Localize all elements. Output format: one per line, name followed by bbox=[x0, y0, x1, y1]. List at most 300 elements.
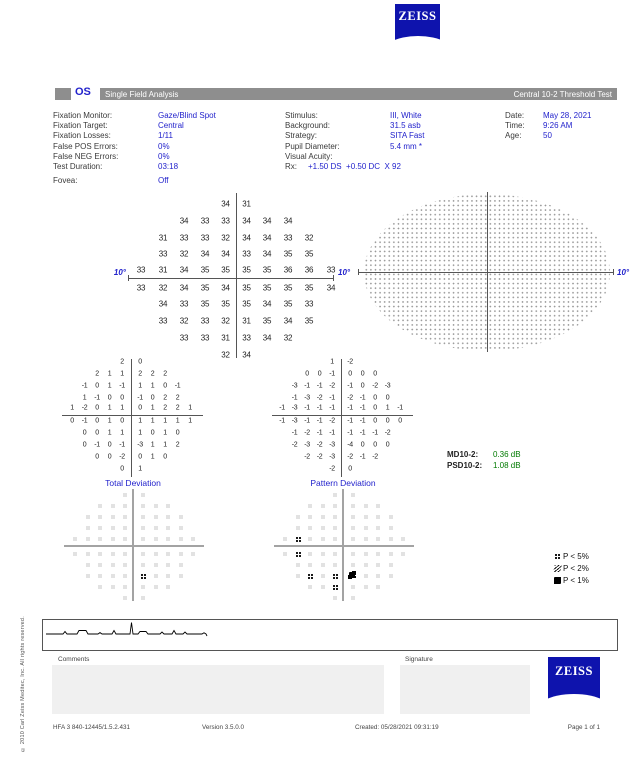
pattern-prob-point bbox=[296, 552, 298, 554]
zeiss-logo-arc bbox=[548, 694, 600, 706]
pattern-prob-point bbox=[321, 538, 322, 539]
pattern-prob-point bbox=[364, 553, 365, 554]
pattern-prob-point bbox=[321, 575, 322, 576]
param-mid-row bbox=[285, 121, 425, 131]
pattern-prob-point bbox=[333, 574, 335, 576]
total-prob-point bbox=[124, 564, 125, 565]
pattern-deviation-title: Pattern Deviation bbox=[310, 478, 376, 488]
pattern-prob-horizontal-axis bbox=[274, 545, 414, 547]
threshold-value: 35 bbox=[262, 283, 272, 293]
threshold-value: 34 bbox=[262, 233, 272, 243]
total-prob-point bbox=[154, 553, 155, 554]
total-dev-value: 1 bbox=[150, 404, 155, 412]
threshold-value: 35 bbox=[262, 316, 272, 326]
pattern-dev-value: -1 bbox=[347, 404, 353, 412]
total-dev-value: 1 bbox=[107, 429, 112, 437]
pattern-dev-value: -3 bbox=[329, 441, 335, 449]
total-dev-value: 1 bbox=[107, 417, 112, 425]
threshold-value: 32 bbox=[158, 283, 168, 293]
param-value: 31.5 asb bbox=[390, 121, 421, 131]
comments-box[interactable] bbox=[52, 665, 384, 714]
pattern-dev-value: -2 bbox=[304, 429, 310, 437]
total-dev-value: 0 bbox=[95, 404, 99, 412]
total-prob-point bbox=[111, 553, 112, 554]
total-prob-point bbox=[167, 564, 168, 565]
pattern-dev-value: -1 bbox=[316, 429, 323, 437]
param-mid-row bbox=[285, 111, 425, 121]
param-left-row bbox=[53, 152, 216, 162]
pattern-prob-point bbox=[364, 538, 365, 539]
pattern-prob-point bbox=[389, 516, 390, 517]
threshold-value: 35 bbox=[242, 299, 251, 309]
total-prob-point bbox=[179, 527, 180, 528]
total-prob-point bbox=[154, 538, 155, 539]
total-prob-point bbox=[111, 586, 112, 587]
pattern-prob-point bbox=[296, 575, 297, 576]
total-dev-value: 0 bbox=[120, 394, 124, 402]
gaze-tracker-strip bbox=[42, 619, 618, 651]
pattern-prob-point bbox=[352, 494, 353, 495]
pattern-dev-value: -2 bbox=[347, 358, 353, 366]
total-prob-point bbox=[99, 505, 100, 506]
pattern-dev-value: -3 bbox=[329, 453, 335, 461]
total-dev-value: 2 bbox=[120, 358, 124, 366]
total-dev-value: -1 bbox=[119, 382, 125, 390]
pattern-dev-value: -4 bbox=[347, 441, 353, 449]
pattern-prob-point bbox=[309, 538, 310, 539]
total-dev-value: 2 bbox=[163, 370, 167, 378]
total-dev-value: 0 bbox=[150, 429, 155, 437]
total-prob-point bbox=[124, 516, 125, 517]
threshold-value: 35 bbox=[200, 299, 210, 309]
axis-tick bbox=[358, 269, 359, 275]
total-dev-value: 0 bbox=[107, 453, 112, 461]
total-dev-value: 0 bbox=[138, 453, 142, 461]
total-prob-point bbox=[99, 586, 100, 587]
total-prob-point bbox=[111, 538, 112, 539]
total-dev-value: 1 bbox=[120, 404, 124, 412]
software-version: Version 3.5.0.0 bbox=[202, 724, 245, 731]
total-prob-point bbox=[124, 597, 125, 598]
threshold-value: 33 bbox=[304, 299, 314, 309]
total-dev-value: 0 bbox=[138, 358, 142, 366]
pattern-prob-point bbox=[321, 553, 322, 554]
threshold-value: 31 bbox=[221, 333, 230, 343]
param-value: 50 bbox=[543, 131, 552, 141]
pattern-dev-value: -2 bbox=[329, 465, 335, 473]
threshold-value: 34 bbox=[262, 299, 272, 309]
param-value: 5.4 mm * bbox=[390, 141, 423, 151]
threshold-value: 35 bbox=[304, 249, 314, 259]
total-dev-value: 1 bbox=[188, 404, 192, 412]
pattern-prob-point bbox=[377, 516, 378, 517]
total-prob-point bbox=[141, 574, 143, 576]
pattern-dev-value: 0 bbox=[385, 394, 390, 402]
total-deviation-title: Total Deviation bbox=[105, 478, 161, 488]
pattern-dev-value: -1 bbox=[316, 417, 323, 425]
threshold-value: 34 bbox=[200, 249, 210, 259]
p2-symbol-icon bbox=[553, 565, 561, 572]
param-value: 0% bbox=[158, 151, 170, 161]
param-value: III, White bbox=[390, 111, 422, 120]
pattern-prob-point bbox=[321, 527, 322, 528]
threshold-value: 34 bbox=[221, 199, 230, 209]
total-prob-point bbox=[154, 505, 155, 506]
param-mid-row bbox=[285, 152, 425, 162]
threshold-value: 35 bbox=[200, 265, 210, 275]
pattern-prob-point bbox=[309, 516, 310, 517]
test-params-left bbox=[53, 111, 216, 186]
threshold-value: 32 bbox=[179, 249, 189, 259]
total-dev-value: 1 bbox=[150, 382, 155, 390]
threshold-value: 34 bbox=[262, 333, 272, 343]
param-right-row bbox=[505, 121, 591, 131]
threshold-value: 33 bbox=[326, 265, 336, 275]
param-label: False NEG Errors: bbox=[53, 151, 119, 161]
total-prob-point bbox=[167, 505, 168, 506]
pattern-prob-point bbox=[389, 527, 390, 528]
pattern-prob-point bbox=[349, 572, 355, 578]
pattern-prob-point bbox=[352, 538, 353, 539]
pattern-dev-value: -1 bbox=[397, 404, 403, 412]
param-label: Age: bbox=[505, 131, 522, 141]
total-prob-point bbox=[99, 538, 100, 539]
threshold-value: 34 bbox=[221, 283, 230, 293]
pattern-dev-value: 0 bbox=[373, 394, 377, 402]
pattern-prob-point bbox=[309, 505, 310, 506]
pattern-dev-horizontal-axis bbox=[272, 415, 413, 416]
device-serial: HFA 3 840-12445/1.5.2.431 bbox=[53, 724, 131, 731]
total-prob-horizontal-axis bbox=[64, 545, 204, 547]
zeiss-logo-text: ZEISS bbox=[398, 9, 437, 23]
threshold-value: 33 bbox=[158, 249, 168, 259]
pattern-dev-value: -1 bbox=[304, 417, 310, 425]
total-prob-point bbox=[142, 597, 143, 598]
param-label: Strategy: bbox=[285, 131, 318, 141]
threshold-value: 34 bbox=[283, 316, 293, 326]
threshold-value: 34 bbox=[242, 233, 251, 243]
total-prob-point bbox=[142, 516, 143, 517]
total-prob-point bbox=[167, 553, 168, 554]
threshold-value: 36 bbox=[283, 265, 293, 275]
pattern-prob-point bbox=[296, 564, 297, 565]
total-prob-point bbox=[179, 575, 180, 576]
total-prob-point bbox=[167, 527, 168, 528]
pattern-dev-value: -1 bbox=[279, 404, 285, 412]
pattern-prob-point bbox=[377, 538, 378, 539]
threshold-value: 33 bbox=[179, 333, 189, 343]
pattern-dev-value: -3 bbox=[384, 382, 391, 390]
titlebar-square bbox=[55, 88, 71, 100]
total-dev-value: 1 bbox=[107, 404, 112, 412]
fovea-row bbox=[53, 176, 216, 186]
comments-label: Comments bbox=[58, 656, 90, 663]
total-dev-value: 1 bbox=[150, 417, 155, 425]
threshold-value: 35 bbox=[262, 265, 272, 275]
pattern-prob-point bbox=[309, 527, 310, 528]
param-label: Date: bbox=[505, 111, 525, 120]
pattern-prob-point bbox=[352, 564, 353, 565]
pattern-dev-vertical-axis bbox=[341, 359, 342, 477]
pattern-dev-value: 0 bbox=[360, 382, 365, 390]
pattern-dev-value: 0 bbox=[317, 370, 322, 378]
total-dev-horizontal-axis bbox=[62, 415, 203, 416]
pattern-dev-value: -2 bbox=[329, 382, 335, 390]
param-label: Test Duration: bbox=[53, 162, 103, 172]
total-prob-point bbox=[111, 564, 112, 565]
total-dev-value: 2 bbox=[175, 441, 180, 449]
threshold-value: 33 bbox=[200, 333, 210, 343]
param-left-row bbox=[53, 131, 216, 141]
pattern-prob-point bbox=[334, 564, 335, 565]
threshold-value: 33 bbox=[179, 233, 189, 243]
total-dev-value: 1 bbox=[175, 417, 180, 425]
threshold-value: 34 bbox=[179, 265, 189, 275]
param-right-row bbox=[505, 111, 591, 121]
global-indices bbox=[447, 449, 521, 471]
pattern-dev-value: -3 bbox=[304, 441, 310, 449]
total-prob-point bbox=[86, 527, 87, 528]
page-number: Page 1 of 1 bbox=[567, 724, 600, 731]
param-mid-row bbox=[285, 131, 425, 141]
total-prob-point bbox=[142, 586, 143, 587]
total-dev-value: 1 bbox=[120, 429, 124, 437]
pattern-dev-value: -1 bbox=[329, 429, 335, 437]
total-prob-point bbox=[124, 553, 125, 554]
param-right-row bbox=[505, 131, 591, 141]
pattern-prob-point bbox=[321, 516, 322, 517]
pattern-dev-value: 0 bbox=[348, 465, 352, 473]
zeiss-logo-icon-bottom bbox=[548, 657, 600, 706]
total-dev-value: 0 bbox=[95, 429, 99, 437]
total-dev-value: 0 bbox=[95, 417, 99, 425]
pattern-dev-value: -1 bbox=[304, 382, 310, 390]
threshold-value: 35 bbox=[283, 299, 293, 309]
total-dev-value: -1 bbox=[174, 382, 181, 390]
pattern-prob-point bbox=[377, 505, 378, 506]
threshold-value: 34 bbox=[262, 216, 272, 226]
threshold-value: 35 bbox=[200, 283, 210, 293]
param-label: Time: bbox=[505, 121, 525, 131]
param-label: Stimulus: bbox=[285, 111, 318, 120]
threshold-value: 35 bbox=[304, 283, 314, 293]
total-prob-point bbox=[142, 538, 143, 539]
legend-p1-label: P < 1% bbox=[563, 575, 589, 585]
total-dev-value: 1 bbox=[163, 441, 167, 449]
threshold-value: 32 bbox=[221, 350, 230, 360]
total-dev-value: 1 bbox=[138, 429, 142, 437]
total-dev-value: 2 bbox=[163, 394, 167, 402]
signature-box[interactable] bbox=[400, 665, 530, 714]
copyright-text: © 2010 Carl Zeiss Meditec, Inc. All rights reserved. bbox=[20, 616, 26, 752]
total-prob-point bbox=[154, 516, 155, 517]
pattern-prob-point bbox=[377, 527, 378, 528]
pattern-dev-value: -1 bbox=[359, 429, 366, 437]
pattern-prob-point bbox=[334, 597, 335, 598]
pattern-dev-value: 0 bbox=[305, 370, 309, 378]
pattern-dev-value: -3 bbox=[291, 404, 298, 412]
pattern-prob-point bbox=[352, 505, 353, 506]
total-dev-value: -1 bbox=[81, 382, 88, 390]
pattern-prob-point bbox=[377, 586, 378, 587]
pattern-prob-point bbox=[321, 586, 322, 587]
total-dev-value: 1 bbox=[107, 382, 112, 390]
threshold-value: 36 bbox=[304, 265, 314, 275]
total-prob-point bbox=[124, 494, 125, 495]
total-dev-value: 2 bbox=[95, 370, 99, 378]
total-prob-point bbox=[124, 538, 125, 539]
total-prob-point bbox=[74, 538, 75, 539]
total-dev-value: 2 bbox=[150, 370, 155, 378]
pattern-dev-value: 0 bbox=[348, 370, 352, 378]
threshold-value: 33 bbox=[200, 216, 210, 226]
param-value: +1.50 DS +0.50 DC X 92 bbox=[308, 162, 401, 172]
zeiss-logo-text: ZEISS bbox=[555, 664, 593, 678]
pattern-prob-point bbox=[352, 527, 353, 528]
total-prob-point bbox=[99, 553, 100, 554]
threshold-value: 35 bbox=[242, 283, 251, 293]
degree-label-left: 10° bbox=[113, 268, 126, 277]
pattern-dev-value: -1 bbox=[279, 417, 285, 425]
pattern-prob-point bbox=[389, 575, 390, 576]
total-dev-value: 0 bbox=[107, 394, 112, 402]
pattern-dev-value: -2 bbox=[316, 441, 323, 449]
total-prob-point bbox=[192, 538, 193, 539]
test-params-middle bbox=[285, 111, 425, 172]
pattern-prob-point bbox=[334, 494, 335, 495]
total-prob-point bbox=[86, 553, 87, 554]
p1-symbol-icon bbox=[554, 577, 561, 584]
pattern-dev-value: -2 bbox=[329, 417, 335, 425]
pattern-prob-point bbox=[364, 586, 365, 587]
total-prob-point bbox=[142, 505, 143, 506]
threshold-value: 33 bbox=[242, 333, 251, 343]
total-prob-point bbox=[179, 553, 180, 554]
gaze-trace bbox=[43, 620, 617, 650]
pattern-dev-value: -2 bbox=[384, 429, 391, 437]
probability-legend bbox=[551, 550, 589, 586]
threshold-value: 35 bbox=[283, 249, 293, 259]
total-dev-value: 0 bbox=[138, 404, 142, 412]
param-label: Fixation Losses: bbox=[53, 131, 111, 141]
threshold-value: 33 bbox=[158, 316, 168, 326]
threshold-value: 34 bbox=[242, 216, 251, 226]
greyscale-horizontal-axis bbox=[358, 272, 614, 273]
pattern-prob-point bbox=[389, 538, 390, 539]
total-dev-value: -1 bbox=[137, 394, 143, 402]
threshold-value: 35 bbox=[221, 299, 230, 309]
total-dev-value: 0 bbox=[82, 441, 87, 449]
param-left-row bbox=[53, 142, 216, 152]
pattern-dev-value: -1 bbox=[359, 417, 366, 425]
pattern-prob-point bbox=[284, 553, 285, 554]
total-prob-point bbox=[154, 586, 155, 587]
total-dev-value: 2 bbox=[138, 370, 142, 378]
pattern-dev-value: 1 bbox=[385, 404, 390, 412]
total-dev-value: 2 bbox=[175, 404, 180, 412]
pattern-prob-point bbox=[334, 538, 335, 539]
md-value: 0.36 dB bbox=[493, 450, 521, 459]
pattern-prob-point bbox=[321, 505, 322, 506]
pattern-prob-point bbox=[308, 574, 310, 576]
total-dev-value: 1 bbox=[120, 370, 124, 378]
total-dev-value: 2 bbox=[163, 404, 167, 412]
threshold-value: 35 bbox=[221, 265, 230, 275]
total-dev-value: 0 bbox=[175, 429, 180, 437]
md-label: MD10-2: bbox=[447, 450, 479, 459]
param-label: Rx: bbox=[285, 162, 297, 172]
param-left-row bbox=[53, 111, 216, 121]
param-label: Fovea: bbox=[53, 176, 78, 186]
threshold-value: 35 bbox=[242, 265, 251, 275]
pattern-dev-value: -2 bbox=[304, 453, 310, 461]
pattern-prob-point bbox=[402, 553, 403, 554]
pattern-prob-point bbox=[364, 527, 365, 528]
total-prob-point bbox=[142, 564, 143, 565]
pattern-dev-value: -2 bbox=[316, 453, 323, 461]
total-dev-value: 1 bbox=[138, 382, 142, 390]
pattern-dev-value: -3 bbox=[291, 382, 298, 390]
total-prob-point bbox=[86, 538, 87, 539]
pattern-dev-value: 0 bbox=[360, 441, 365, 449]
total-prob-point bbox=[86, 516, 87, 517]
pattern-prob-point bbox=[334, 553, 335, 554]
pattern-dev-value: -1 bbox=[347, 417, 353, 425]
total-dev-value: -1 bbox=[94, 441, 100, 449]
pattern-dev-value: -2 bbox=[291, 441, 298, 449]
threshold-value: 34 bbox=[262, 249, 272, 259]
total-dev-value: 1 bbox=[138, 465, 142, 473]
total-prob-point bbox=[142, 553, 143, 554]
total-dev-value: 0 bbox=[70, 417, 74, 425]
total-dev-value: 0 bbox=[82, 429, 87, 437]
pattern-prob-point bbox=[352, 597, 353, 598]
total-prob-point bbox=[179, 516, 180, 517]
total-dev-value: 1 bbox=[82, 394, 87, 402]
total-prob-point bbox=[167, 586, 168, 587]
pattern-prob-point bbox=[364, 575, 365, 576]
axis-tick bbox=[128, 275, 129, 281]
total-dev-value: 0 bbox=[120, 465, 124, 473]
total-prob-point bbox=[154, 575, 155, 576]
pattern-dev-value: -1 bbox=[329, 394, 335, 402]
pattern-prob-point bbox=[377, 553, 378, 554]
param-label: Background: bbox=[285, 121, 330, 131]
pattern-prob-point bbox=[352, 553, 353, 554]
pattern-prob-point bbox=[296, 527, 297, 528]
total-dev-value: 0 bbox=[95, 382, 99, 390]
pattern-prob-point bbox=[309, 564, 310, 565]
pattern-prob-point bbox=[296, 516, 297, 517]
pattern-prob-point bbox=[352, 586, 353, 587]
total-prob-point bbox=[86, 575, 87, 576]
pattern-dev-value: -1 bbox=[372, 429, 378, 437]
threshold-value: 35 bbox=[304, 316, 314, 326]
param-label: False POS Errors: bbox=[53, 141, 118, 151]
total-prob-point bbox=[167, 575, 168, 576]
total-prob-point bbox=[179, 538, 180, 539]
pattern-prob-point bbox=[284, 538, 285, 539]
pattern-dev-value: -1 bbox=[359, 394, 366, 402]
pattern-dev-value: 0 bbox=[385, 417, 390, 425]
pattern-dev-value: -3 bbox=[291, 417, 298, 425]
threshold-value: 32 bbox=[179, 316, 189, 326]
pattern-dev-value: -1 bbox=[291, 429, 298, 437]
total-prob-point bbox=[74, 553, 75, 554]
total-prob-point bbox=[99, 527, 100, 528]
threshold-value: 35 bbox=[283, 283, 293, 293]
total-prob-point bbox=[99, 575, 100, 576]
